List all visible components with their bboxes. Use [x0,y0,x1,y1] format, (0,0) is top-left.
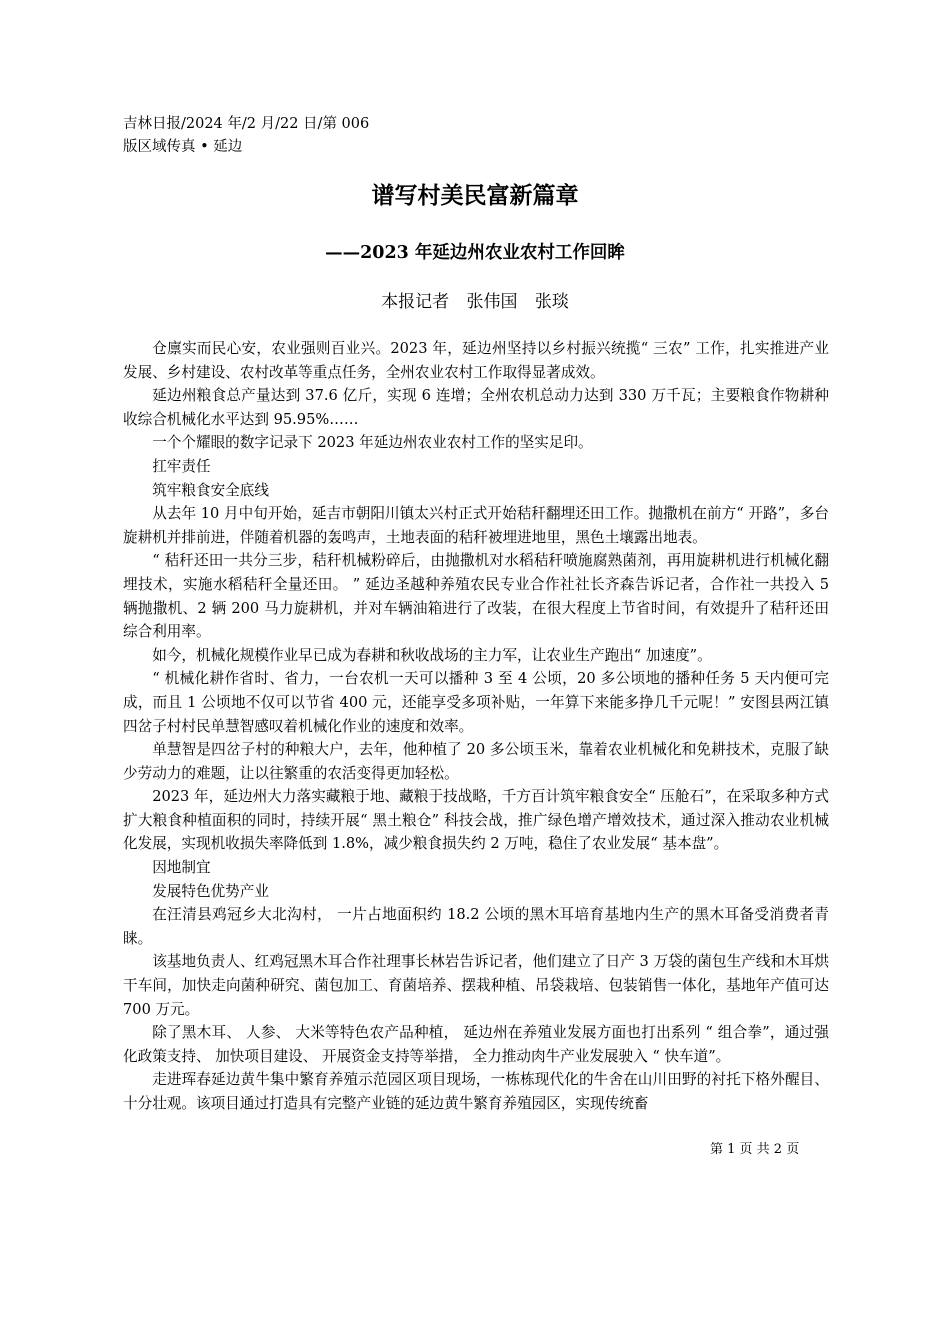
paragraph: 单慧智是四岔子村的种粮大户，去年，他种植了 20 多公顷玉米，靠着农业机械化和免耕技术，克服了缺少劳动力的难题，让以往繁重的农活变得更加轻松。 [123,741,829,782]
article-subtitle: ——2023 年延边州农业农村工作回眸 [325,243,625,263]
paragraph: 2023 年，延边州大力落实藏粮于地、藏粮于技战略，千方百计筑牢粮食安全“ 压舱石”，在采取多种方式扩大粮食种植面积的同时，持续开展“ 黑土粮仓” 科技会战，推广绿色增产增效技术，通过深入推动农业机械化发展，实现机收损失率降低到 1.8%，减少粮食损失约 2 万吨，稳住了农业发展“ 基本盘”。 [123,788,829,853]
author-name: 张伟国 [466,292,518,312]
source-line-2: 版区域传真 • 延边 [123,139,243,155]
article-title: 谱写村美民富新篇章 [371,182,579,209]
paragraph: “ 机械化耕作省时、省力，一台农机一天可以播种 3 至 4 公顷，20 多公顷地的播种任务 5 天内便可完成，而且 1 公顷地不仅可以节省 400 元，还能享受多项补贴，一年算下来能多挣几千元呢！” 安图县两江镇四岔子村村民单慧智感叹着机械化作业的速度和效率。 [123,670,829,735]
paragraph: 走进珲春延边黄牛集中繁育养殖示范园区项目现场，一栋栋现代化的牛舍在山川田野的衬托下格外醒目、十分壮观。该项目通过打造具有完整产业链的延边黄牛繁育养殖园区，实现传统畜 [123,1071,829,1112]
section-heading: 筑牢粮食安全底线 [152,481,269,499]
section-heading: 发展特色优势产业 [152,882,269,900]
paragraph: 该基地负责人、红鸡冠黑木耳合作社理事长林岩告诉记者，他们建立了日产 3 万袋的菌包生产线和木耳烘干车间，加快走向菌种研究、菌包加工、育菌培养、摆栽种植、吊袋栽培、包装销售一体化，基地年产值可达 700 万元。 [123,953,829,1018]
paragraph: 除了黑木耳、 人参、 大米等特色农产品种植， 延边州在养殖业发展方面也打出系列 “ 组合拳”，通过强化政策支持、 加快项目建设、 开展资金支持等举措， 全力推动肉牛产业发展驶入 “ 快车道”。 [123,1024,829,1065]
paragraph: 从去年 10 月中旬开始，延吉市朝阳川镇太兴村正式开始秸秆翻埋还田工作。抛撒机在前方“ 开路”，多台旋耕机并排前进，伴随着机器的轰鸣声，土地表面的秸秆被埋进地里，黑色土壤露出地表。 [123,505,829,546]
paragraph: 一个个耀眼的数字记录下 2023 年延边州农业农村工作的坚实足印。 [152,434,593,452]
section-heading: 因地制宜 [152,859,211,877]
paragraph: 如今，机械化规模作业早已成为春耕和秋收战场的主力军，让农业生产跑出“ 加速度”。 [152,646,712,664]
paragraph: “ 秸秆还田一共分三步，秸秆机械粉碎后，由抛撒机对水稻秸秆喷施腐熟菌剂，再用旋耕机进行机械化翻埋技术，实施水稻秸秆全量还田。 ” 延边圣越种养殖农民专业合作社社长齐森告诉记者，合作社一共投入 5 辆抛撒机、2 辆 200 马力旋耕机，并对车辆油箱进行了改装，在很大程度上节省时间，有效提升了秸秆还田综合利用率。 [123,552,829,641]
paragraph: 在汪清县鸡冠乡大北沟村， 一片占地面积约 18.2 公顷的黑木耳培育基地内生产的黑木耳备受消费者青睐。 [123,906,829,947]
paragraph: 延边州粮食总产量达到 37.6 亿斤，实现 6 连增；全州农机总动力达到 330 万千瓦；主要粮食作物耕种收综合机械化水平达到 95.95%…… [123,387,829,428]
page-indicator: 第 1 页 共 2 页 [710,1142,800,1157]
source-info [123,113,423,159]
byline [0,288,950,316]
source-line-1: 吉林日报/2024 年/2 月/22 日/第 006 [123,116,370,132]
article-body [123,337,829,1116]
byline-label: 本报记者 [381,292,450,312]
author-name: 张琰 [534,292,569,312]
section-heading: 扛牢责任 [152,457,211,475]
paragraph: 仓廪实而民心安，农业强则百业兴。2023 年，延边州坚持以乡村振兴统揽“ 三农” 工作，扎实推进产业发展、乡村建设、农村改革等重点任务，全州农业农村工作取得显著成效。 [123,340,829,381]
